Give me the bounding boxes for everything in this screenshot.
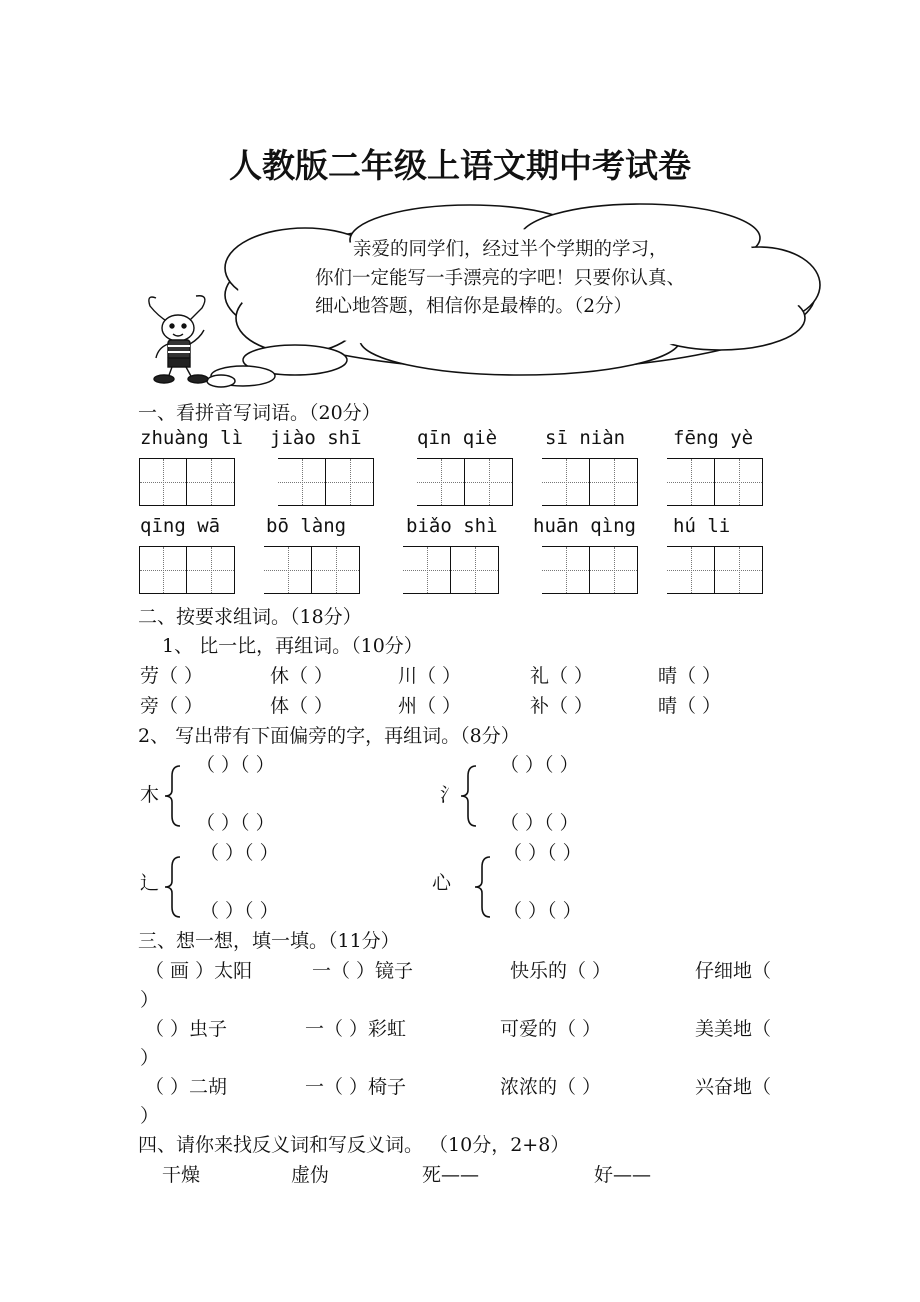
pinyin-label: qīn qiè [417, 427, 498, 449]
compare-item[interactable]: 晴（ ） [658, 665, 722, 687]
section2-heading: 二、按要求组词。（18分） [138, 606, 362, 628]
intro-text: 亲爱的同学们，经过半个学期的学习，你们一定能写一手漂亮的字吧！只要你认真、细心地答题，相信你是最棒的。（2分） [315, 239, 686, 317]
antonym-word[interactable]: 死—— [422, 1164, 480, 1186]
pinyin-label: fēng yè [673, 427, 754, 449]
radical-blank[interactable]: （ ）（ ） [500, 812, 579, 834]
writing-grid-cell[interactable] [326, 458, 374, 506]
writing-grid-cell[interactable] [465, 458, 513, 506]
writing-grid-cell[interactable] [417, 458, 465, 506]
writing-grid-cell[interactable] [139, 458, 187, 506]
writing-grid-cell[interactable] [715, 546, 763, 594]
writing-grid-cell[interactable] [312, 546, 360, 594]
antonym-word: 虚伪 [291, 1164, 330, 1186]
pinyin-label: qīng wā [140, 515, 221, 537]
radical-label: 氵 [440, 784, 460, 806]
section2-part2-heading: 2、 写出带有下面偏旁的字，再组词。（8分） [138, 725, 520, 747]
pinyin-label: jiào shī [270, 427, 362, 449]
fill-wrap: ） [140, 1105, 160, 1127]
fill-item[interactable]: （ 画 ）太阳 [145, 960, 253, 982]
compare-item[interactable]: 旁（ ） [140, 695, 204, 717]
radical-blank[interactable]: （ ）（ ） [196, 812, 275, 834]
brace-icon [472, 855, 494, 919]
radical-blank[interactable]: （ ）（ ） [500, 754, 579, 776]
antonym-word[interactable]: 好—— [594, 1164, 652, 1186]
fill-item[interactable]: 一（ ）椅子 [305, 1076, 407, 1098]
radical-blank[interactable]: （ ）（ ） [503, 842, 582, 864]
writing-grid-cell[interactable] [139, 546, 187, 594]
writing-grid-cell[interactable] [542, 546, 590, 594]
radical-label: 辶 [140, 872, 160, 894]
pinyin-label: sī niàn [545, 427, 626, 449]
writing-grid-cell[interactable] [451, 546, 499, 594]
page-title: 人教版二年级上语文期中考试卷 [229, 146, 691, 185]
fill-item[interactable]: 浓浓的（ ） [500, 1076, 602, 1098]
writing-grid-cell[interactable] [187, 458, 235, 506]
pinyin-label: hú li [673, 515, 731, 537]
writing-grid-cell[interactable] [264, 546, 312, 594]
brace-icon [162, 764, 184, 828]
fill-wrap: ） [140, 989, 160, 1011]
cloud-bubble [0, 0, 920, 400]
writing-grid-cell[interactable] [715, 458, 763, 506]
writing-grid-cell[interactable] [667, 546, 715, 594]
radical-blank[interactable]: （ ）（ ） [196, 754, 275, 776]
fill-item[interactable]: 快乐的（ ） [510, 960, 612, 982]
radical-label: 木 [140, 784, 160, 806]
section4-heading: 四、请你来找反义词和写反义词。 （10分，2+8） [138, 1134, 570, 1156]
section1-heading: 一、看拼音写词语。（20分） [138, 402, 381, 424]
rabbit-mascot-icon [142, 292, 222, 384]
writing-grid-cell[interactable] [542, 458, 590, 506]
compare-item[interactable]: 劳（ ） [140, 665, 204, 687]
section2-part1-heading: 1、 比一比，再组词。（10分） [162, 635, 423, 657]
writing-grid-cell[interactable] [667, 458, 715, 506]
compare-item[interactable]: 州（ ） [398, 695, 462, 717]
writing-grid-cell[interactable] [403, 546, 451, 594]
fill-item[interactable]: （ ）虫子 [145, 1018, 228, 1040]
compare-item[interactable]: 川（ ） [398, 665, 462, 687]
radical-label: 心 [432, 872, 452, 894]
radical-blank[interactable]: （ ）（ ） [503, 900, 582, 922]
fill-item[interactable]: 一（ ）彩虹 [305, 1018, 407, 1040]
writing-grid-cell[interactable] [590, 458, 638, 506]
compare-item[interactable]: 补（ ） [530, 695, 594, 717]
writing-grid-cell[interactable] [278, 458, 326, 506]
section3-heading: 三、想一想，填一填。（11分） [138, 930, 400, 952]
compare-item[interactable]: 晴（ ） [658, 695, 722, 717]
fill-item[interactable]: 可爱的（ ） [500, 1018, 602, 1040]
compare-item[interactable]: 礼（ ） [530, 665, 594, 687]
fill-item[interactable]: （ ）二胡 [145, 1076, 228, 1098]
radical-blank[interactable]: （ ）（ ） [200, 842, 279, 864]
pinyin-label: biǎo shì [406, 515, 498, 537]
fill-item[interactable]: 美美地（ [695, 1018, 772, 1040]
brace-icon [458, 764, 480, 828]
pinyin-label: bō làng [266, 515, 347, 537]
fill-wrap: ） [140, 1047, 160, 1069]
radical-blank[interactable]: （ ）（ ） [200, 900, 279, 922]
writing-grid-cell[interactable] [187, 546, 235, 594]
antonym-word: 干燥 [162, 1164, 201, 1186]
pinyin-label: zhuàng lì [140, 427, 243, 449]
compare-item[interactable]: 休（ ） [270, 665, 334, 687]
fill-item[interactable]: 兴奋地（ [695, 1076, 772, 1098]
pinyin-label: huān qìng [533, 515, 636, 537]
fill-item[interactable]: 一（ ）镜子 [312, 960, 414, 982]
brace-icon [162, 855, 184, 919]
fill-item[interactable]: 仔细地（ [695, 960, 772, 982]
compare-item[interactable]: 体（ ） [270, 695, 334, 717]
writing-grid-cell[interactable] [590, 546, 638, 594]
